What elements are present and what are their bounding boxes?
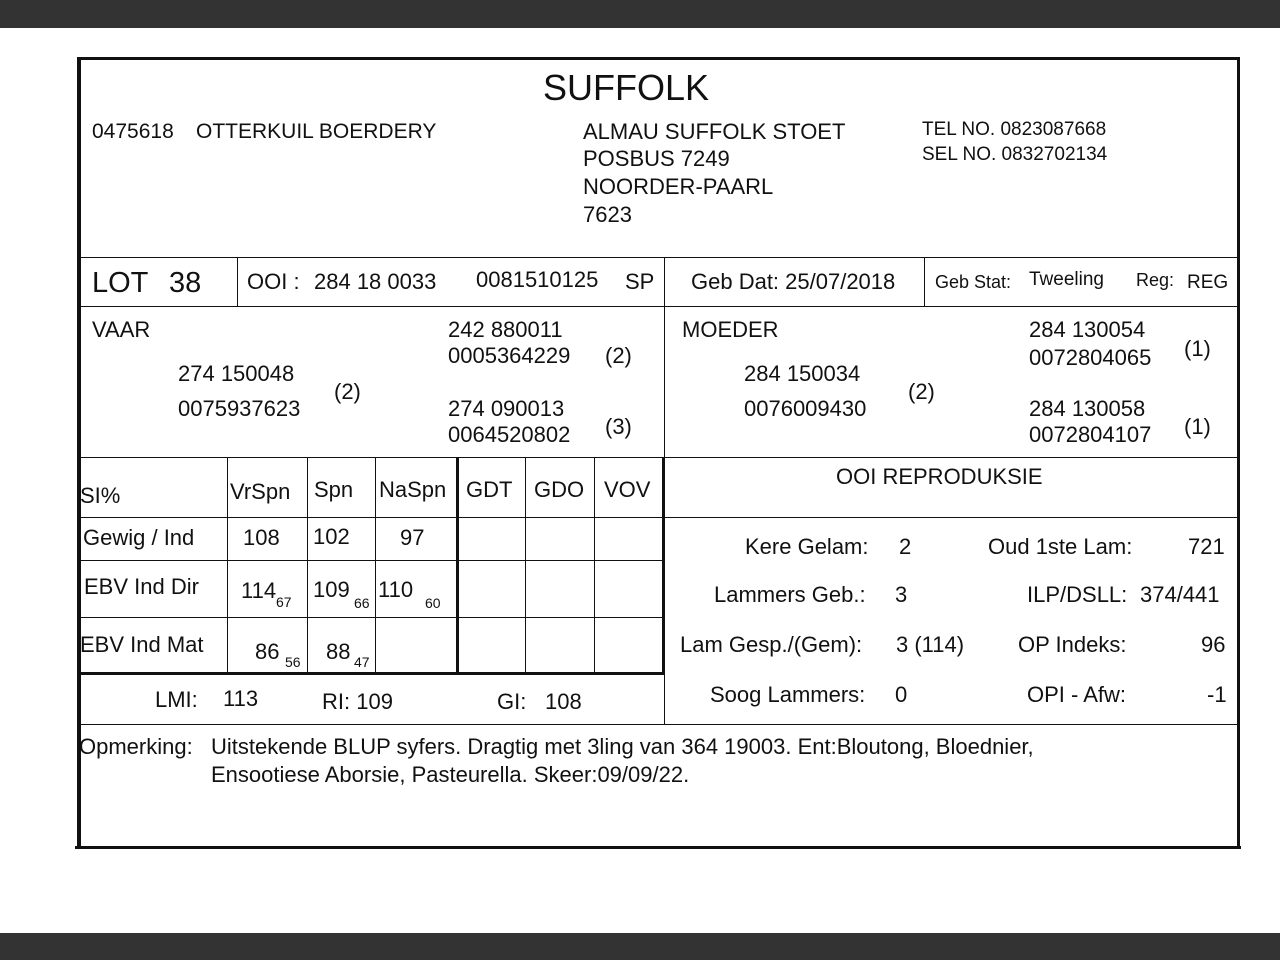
- owner-code: 0475618: [92, 120, 174, 143]
- dam-label: MOEDER: [682, 317, 779, 342]
- rule-indexes: [80, 724, 1238, 725]
- soog-label: Soog Lammers:: [710, 682, 866, 707]
- card-border-right: [1237, 57, 1240, 849]
- dam-dam-reg-no: 0072804107: [1029, 422, 1152, 447]
- dam-sire-birth-type: (1): [1184, 336, 1211, 361]
- birth-status-value: Tweeling: [1029, 269, 1104, 290]
- dam-id: 284 150034: [744, 361, 861, 386]
- col-header-spn: Spn: [314, 477, 354, 502]
- ewe-reg-no: 0081510125: [476, 267, 599, 292]
- gewig-spn: 102: [313, 524, 350, 549]
- dam-reg-no: 0076009430: [744, 396, 867, 421]
- sire-sire-birth-type: (2): [605, 343, 632, 368]
- row-label-gewig: Gewig / Ind: [83, 525, 195, 550]
- sire-label: VAAR: [92, 317, 151, 342]
- cell-number: SEL NO. 0832702134: [922, 144, 1108, 165]
- sire-dam-id: 274 090013: [448, 396, 565, 421]
- ewe-grade: SP: [625, 269, 655, 294]
- oud-label: Oud 1ste Lam:: [988, 534, 1133, 559]
- rule-col-naspn: [375, 457, 376, 674]
- dam-dam-id: 284 130058: [1029, 396, 1146, 421]
- dam-sire-reg-no: 0072804065: [1029, 345, 1152, 370]
- rule-header: [80, 257, 1238, 258]
- repro-title: OOI REPRODUKSIE: [836, 464, 1043, 489]
- gi-label: GI:: [497, 689, 527, 714]
- rule-lot: [80, 306, 1238, 307]
- dam-dam-birth-type: (1): [1184, 414, 1211, 439]
- lam-gesp-label: Lam Gesp./(Gem):: [680, 632, 863, 657]
- breed-title: SUFFOLK: [543, 67, 710, 108]
- col-header-gdt: GDT: [466, 477, 513, 502]
- col-header-naspn: NaSpn: [379, 477, 447, 502]
- oud-value: 721: [1188, 534, 1225, 559]
- gewig-vrspn: 108: [243, 525, 280, 550]
- remarks-label: Opmerking:: [79, 734, 193, 759]
- ebv-dir-vrspn: 114: [241, 578, 277, 603]
- rule-col-spn: [307, 457, 308, 674]
- card-border-top: [77, 57, 1240, 60]
- rule-table-row2: [80, 617, 664, 618]
- kere-gelam-label: Kere Gelam:: [745, 534, 869, 559]
- birth-date: Geb Dat: 25/07/2018: [691, 269, 896, 294]
- rule-birth-divider: [924, 257, 925, 307]
- sire-birth-type: (2): [334, 379, 361, 404]
- card-border-bottom: [75, 846, 1241, 849]
- rule-col-vov: [594, 457, 595, 674]
- rule-pedigree: [80, 457, 1238, 458]
- rule-table-header: [80, 517, 664, 518]
- sire-sire-id: 242 880011: [448, 317, 563, 342]
- rule-col-gdo: [525, 457, 526, 674]
- rule-col-vrspn: [227, 457, 228, 674]
- remarks-line-1: Uitstekende BLUP syfers. Dragtig met 3ling van 364 19003. Ent:Bloutong, Bloednier,: [211, 734, 1034, 759]
- card-border-left: [77, 57, 81, 849]
- sire-sire-reg-no: 0005364229: [448, 343, 571, 368]
- sire-dam-reg-no: 0064520802: [448, 422, 571, 447]
- ebv-dir-naspn: 110: [378, 577, 414, 602]
- ebv-mat-spn-accuracy: 47: [354, 654, 370, 670]
- ewe-id: 284 18 0033: [314, 269, 437, 294]
- stud-town: NOORDER-PAARL: [583, 174, 774, 199]
- op-value: 96: [1201, 632, 1226, 657]
- col-header-vov: VOV: [604, 477, 651, 502]
- lam-gesp-value: 3 (114): [896, 632, 965, 657]
- col-header-si: SI%: [80, 483, 121, 508]
- sire-reg-no: 0075937623: [178, 396, 301, 421]
- dam-birth-type: (2): [908, 379, 935, 404]
- ri-value: RI: 109: [322, 689, 393, 714]
- ebv-mat-spn: 88: [326, 639, 351, 664]
- op-label: OP Indeks:: [1018, 632, 1127, 657]
- col-header-gdo: GDO: [534, 477, 585, 502]
- col-header-vrspn: VrSpn: [230, 479, 291, 504]
- tel-number: TEL NO. 0823087668: [922, 119, 1107, 140]
- kere-gelam-value: 2: [899, 534, 912, 559]
- stud-postcode: 7623: [583, 202, 632, 227]
- ebv-mat-vrspn-accuracy: 56: [285, 654, 301, 670]
- sire-dam-birth-type: (3): [605, 414, 632, 439]
- lot-number: 38: [169, 267, 202, 299]
- ilp-label: ILP/DSLL:: [1027, 582, 1128, 607]
- ilp-value: 374/441: [1140, 582, 1220, 607]
- rule-table-right: [662, 457, 665, 675]
- reg-value: REG: [1187, 272, 1229, 293]
- lmi-value: 113: [223, 686, 259, 711]
- rule-table-row1: [80, 560, 664, 561]
- stud-box: POSBUS 7249: [583, 146, 730, 171]
- row-label-ebv-mat: EBV Ind Mat: [80, 632, 204, 657]
- rule-col-gdt: [456, 457, 459, 674]
- dam-sire-id: 284 130054: [1029, 317, 1146, 342]
- ebv-dir-spn: 109: [313, 577, 350, 602]
- sire-id: 274 150048: [178, 361, 295, 386]
- rule-table-bottom: [80, 672, 665, 675]
- ewe-label: OOI :: [247, 269, 300, 294]
- lammers-geb-label: Lammers Geb.:: [714, 582, 866, 607]
- ebv-dir-naspn-accuracy: 60: [425, 595, 441, 611]
- remarks-line-2: Ensootiese Aborsie, Pasteurella. Skeer:09/09/22.: [211, 762, 690, 787]
- opi-label: OPI - Afw:: [1027, 682, 1127, 707]
- rule-repro-title: [664, 517, 1238, 518]
- ebv-dir-vrspn-accuracy: 67: [276, 594, 292, 610]
- reg-label: Reg:: [1136, 270, 1175, 290]
- gi-value: 108: [545, 689, 582, 714]
- rule-lot-divider: [237, 257, 238, 307]
- row-label-ebv-dir: EBV Ind Dir: [84, 574, 199, 599]
- ebv-mat-vrspn: 86: [255, 639, 280, 664]
- gewig-naspn: 97: [400, 525, 425, 550]
- stud-name: ALMAU SUFFOLK STOET: [583, 119, 846, 144]
- lmi-label: LMI:: [155, 687, 198, 712]
- lammers-geb-value: 3: [895, 582, 908, 607]
- soog-value: 0: [895, 682, 908, 707]
- lot-label: LOT: [92, 267, 149, 299]
- ebv-dir-spn-accuracy: 66: [354, 595, 370, 611]
- birth-status-label: Geb Stat:: [935, 272, 1012, 292]
- opi-value: -1: [1207, 682, 1227, 707]
- owner-name: OTTERKUIL BOERDERY: [196, 120, 437, 143]
